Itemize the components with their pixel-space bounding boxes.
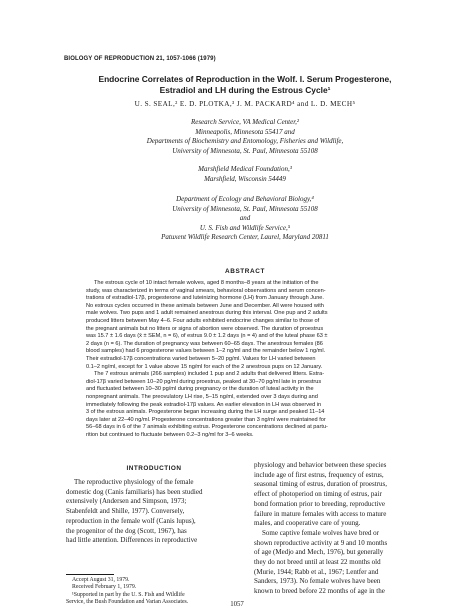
abstract-line: No estrous cycles occurred in these animals between June and December. All were housed with: [86, 302, 324, 309]
body-column-right: [254, 461, 434, 597]
abstract-line: was 15.7 ± 1.6 days (x̄ ± SEM, n = 6), of estrus 9.0 ± 1.2 days (n = 4) and of the luteal phase 63 ±: [86, 333, 328, 340]
abstract-line: diol-17β varied between 10–20 pg/ml during proestrus, peaked at 30–70 pg/ml late in proestrus: [86, 378, 322, 385]
affiliation-line: Patuxent Wildlife Research Center, Laurel, Maryland 20811: [161, 233, 329, 242]
affiliation-line: University of Minnesota, St. Paul, Minnesota 55108: [172, 204, 318, 213]
footnote-line: ¹Supported in part by the U. S. Fish and Wildlife: [72, 591, 185, 598]
affiliation-line: Marshfield Medical Foundation,³: [198, 165, 292, 173]
body-line: shown reproductive activity at 9 and 10 months: [254, 538, 388, 547]
abstract-line: 2 days (n = 6). The duration of pregnancy was between 60–65 days. The anestrous females (86: [86, 340, 323, 347]
body-line: seasonal timing of estrus, duration of proestrus,: [254, 480, 387, 489]
body-line: reproduction in the female wolf (Canis lupus),: [66, 516, 196, 525]
title-line: Endocrine Correlates of Reproduction in the Wolf. I. Serum Progesterone,: [98, 74, 392, 84]
abstract-line: 3 of the estrous animals. Progesterone began increasing during the LH surge and peaked 11–14: [86, 409, 325, 416]
body-line: effect of photoperiod on timing of estrus, pair: [254, 490, 382, 499]
footnote-divider: [66, 574, 114, 575]
body-line: Sanders, 1973). No female wolves have been: [254, 577, 381, 586]
affiliation-line: Research Service, VA Medical Center,²: [190, 118, 300, 126]
abstract-line: male wolves. Two pups and 1 adult remained anestrous during this interval. One pup and 2 adults: [86, 310, 328, 317]
body-line: the progenitor of the dog (Scott, 1967), has: [66, 526, 187, 535]
body-line: failure in mature females with access to mature: [254, 509, 387, 518]
body-line: they do not breed until at least 22 months old: [254, 558, 381, 567]
body-line: (Murie, 1944; Rabb et al., 1967; Lentfer and: [254, 567, 379, 576]
abstract-line: and fluctuated between 10–30 pg/ml during pregnancy or the duration of luteal activity in the: [86, 386, 314, 393]
affiliation-line: and: [239, 214, 251, 223]
abstract-line: the pregnant animals but no litters or signs of abortion were observed. The duration of proestrus: [86, 325, 324, 332]
title-line: Estradiol and LH during the Estrous Cycle¹: [159, 85, 331, 95]
article-title: [80, 74, 410, 96]
affiliation-line: Department of Ecology and Behavioral Biology,⁴: [176, 195, 314, 203]
abstract-line: days later at 22–40 ng/ml. Progesterone concentrations greater than 3 ng/ml were maintained for: [86, 416, 326, 423]
abstract-line: nonpregnant animals. The preovulatory LH rise, 5–15 ng/ml, extended over 3 days during and: [86, 393, 318, 400]
abstract-line: The estrous cycle of 10 intact female wolves, aged 8 months–8 years at the initiation of the: [94, 280, 319, 286]
affiliation-line: Marshfield, Wisconsin 54449: [204, 174, 286, 183]
abstract-line: Their estradiol-17β concentrations varied between 5–20 pg/ml. Values for LH varied between: [86, 355, 316, 362]
body-column-left: [66, 478, 246, 546]
abstract-line: study, was characterized in terms of vaginal smears, behavioral observations and serum concen-: [86, 287, 326, 294]
body-line: domestic dog (Canis familiaris) has been studied: [66, 487, 203, 496]
footnote-line: Received February 1, 1979.: [72, 584, 137, 591]
body-line: physiology and behavior between these species: [254, 461, 387, 469]
abstract-line: produced litters between May 4–6. Four adults exhibited endocrine changes similar to those of: [86, 317, 320, 324]
abstract-body: [86, 280, 402, 439]
affiliation-block: [60, 165, 430, 184]
body-line: Some captive female wolves have bred or: [262, 528, 380, 537]
body-line: extensively (Andersen and Simpson, 1973;: [66, 497, 187, 506]
body-line: include age of first estrus, frequency of estrus,: [254, 470, 384, 479]
affiliation-line: University of Minnesota, St. Paul, Minnesota 55108: [172, 146, 318, 155]
abstract-line: blood samples) had 6 progesterone values between 1–2 ng/ml and the remainder below 1 ng/ml.: [86, 348, 326, 355]
abstract-heading: ABSTRACT: [225, 268, 265, 275]
affiliation-line: Minneapolis, Minnesota 55417 and: [195, 127, 295, 136]
abstract-line: immediately following the peak estradiol-17β values. An earlier elevation in LH was observed in: [86, 401, 322, 408]
introduction-heading: INTRODUCTION: [126, 465, 182, 472]
affiliation-block: [60, 118, 430, 156]
footnote-line: Accept August 31, 1979.: [72, 577, 130, 583]
body-line: Stabenfeldt and Shille, 1977). Conversely,: [66, 507, 185, 516]
abstract-line: rition but continued to fluctuate between 0.2–3 ng/ml for 3–6 weeks.: [86, 431, 254, 438]
body-line: males, and cooperative care of young.: [254, 519, 361, 528]
abstract-line: trations of estradiol-17β, progesterone and luteinizing hormone (LH) from January through June.: [86, 295, 324, 302]
affiliation-line: Departments of Biochemistry and Entomology, Fisheries and Wildlife,: [146, 137, 344, 146]
footnote-line: Service, the Bush Foundation and Varian Associates.: [66, 599, 189, 606]
body-line: had little attention. Differences in reproductive: [66, 536, 198, 545]
abstract-line: 0.1–2 ng/ml, except for 1 value above 15 ng/ml for each of the 2 anestrous pups on 12 January.: [86, 363, 323, 370]
page-number: 1057: [230, 601, 244, 608]
abstract-line: 56–68 days in 6 of the 7 animals exhibiting estrus. Progesterone concentrations declined at partu-: [86, 424, 328, 431]
body-line: known to breed before 22 months of age in the: [254, 587, 385, 596]
body-line: The reproductive physiology of the female: [74, 478, 194, 486]
author-list: U. S. SEAL,² E. D. PLOTKA,³ J. M. PACKARD⁴ and L. D. MECH⁵: [134, 100, 356, 108]
affiliation-block: [60, 195, 430, 243]
body-line: bond formation prior to breeding, reproductive: [254, 499, 386, 508]
journal-citation: BIOLOGY OF REPRODUCTION 21, 1057-1066 (1979): [64, 56, 216, 62]
affiliation-line: U. S. Fish and Wildlife Service,⁵: [199, 223, 291, 232]
abstract-line: The 7 estrous animals (266 samples) included 1 pup and 2 adults that delivered litters. Estra-: [94, 371, 325, 378]
body-line: of age (Medjo and Mech, 1976), but generally: [254, 548, 384, 557]
